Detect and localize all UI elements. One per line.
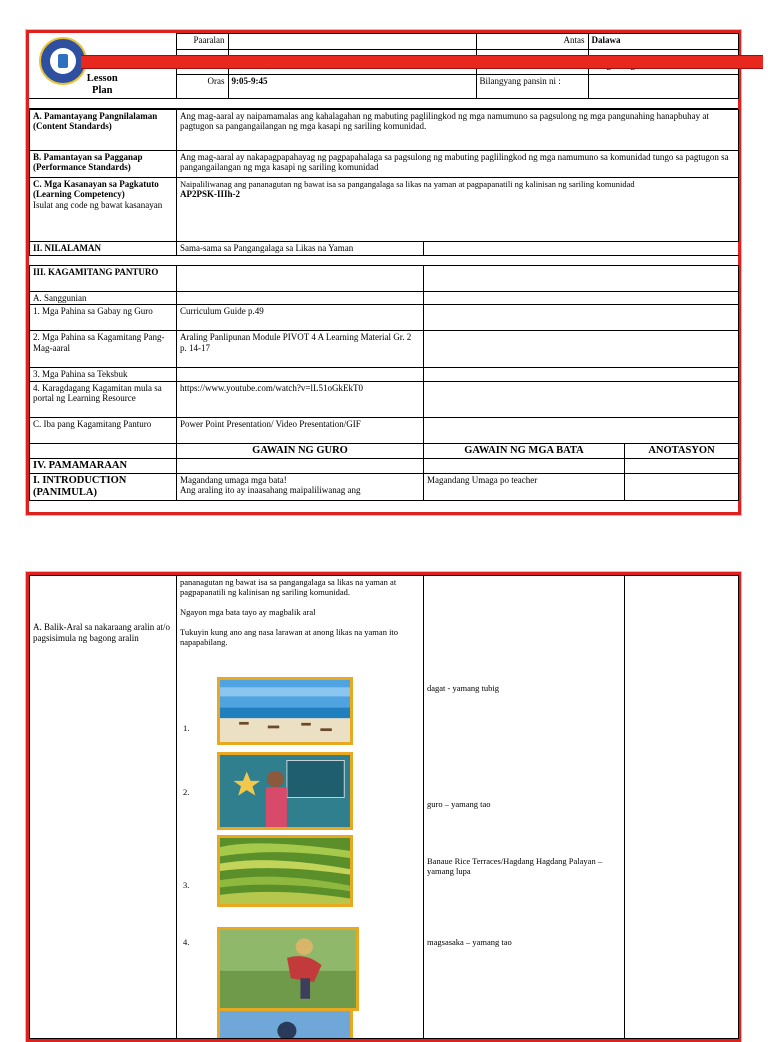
pamamaraan-label: IV. PAMAMARAAN [30,458,177,473]
balik-aral-cell [30,576,177,1039]
introduction-guro: Magandang umaga mga bata! Ang araling ito ay inaasahang maipaliliwanag ang [177,473,424,500]
competency-code: AP2PSK-IIIh-2 [180,189,241,199]
kagamitan-row-3-value [177,368,424,382]
item-3-number: 3. [183,880,190,890]
paaralan-value [228,34,476,50]
lesson-plan-page-1 [26,30,741,515]
item-2-number: 2. [183,787,190,797]
oras-label: Oras [176,75,228,98]
kagamitan-row-2-label: 2. Mga Pahina sa Kagamitang Pang- Mag-aaral [30,331,177,368]
item-4-number: 4. [183,937,190,947]
header-red-banner [81,55,763,69]
introduction-bata: Magandang Umaga po teacher [424,473,625,500]
balik-aral-label: A. Balik-Aral sa nakaraang aralin at/o pagsisimula ng bagong aralin [33,622,170,643]
competency-label: C. Mga Kasanayan sa Pagkatuto (Learning Competency) [33,178,159,199]
competency-text-cell [177,177,739,241]
procedure-table [29,575,739,1039]
content-standards-text: Ang mag-aaral ay naipamamalas ang kahalagahan ng mabuting paglilingkod ng mga namumuno sa pagsulong ng mga pangunahing hanapbuhay at pagtugon sa pangangailangan ng mga kasapi ng sariling komunidad. [177,109,739,150]
kagamitan-row-4-value: https://www.youtube.com/watch?v=lL51oGkEkT0 [177,381,424,417]
item-1-number: 1. [183,723,190,733]
competency-note: Isulat ang code ng bawat kasanayan [33,199,163,210]
teacher-picture [217,752,353,830]
column-header-anotasyon: ANOTASYON [625,443,739,458]
header-table [29,33,739,109]
item-4-answer: magsasaka – yamang tao [427,937,512,947]
competency-cell [30,177,177,241]
column-header-bata: GAWAIN NG MGA BATA [424,443,625,458]
item-3-answer: Banaue Rice Terraces/Hagdang Hagdang Palayan – yamang lupa [427,856,603,876]
nilalaman-label: II. NILALAMAN [30,241,177,255]
bilang-label: Bilangyang pansin ni : [476,75,588,98]
oras-value: 9:05-9:45 [228,75,476,98]
bilang-value [588,75,738,98]
item-1-answer: dagat - yamang tubig [427,683,499,693]
performance-standards-label: B. Pamantayan sa Pagganap (Performance Standards) [30,150,177,177]
rice-terraces-picture [217,835,353,907]
kagamitan-row-3-label: 3. Mga Pahina sa Teksbuk [30,368,177,382]
kagamitan-row-2-value: Araling Panlipunan Module PIVOT 4 A Learning Material Gr. 2 p. 14-17 [177,331,424,368]
antas-label: Antas [476,34,588,50]
item-2-answer: guro – yamang tao [427,799,491,809]
paaralan-label: Paaralan [176,34,228,50]
beach-picture [217,677,353,745]
kagamitan-row-1-value: Curriculum Guide p.49 [177,305,424,331]
objectives-table [29,109,739,501]
content-standards-label: A. Pamantayang Pangnilalaman (Content Standards) [30,109,177,150]
plan-title-line3: Plan [92,84,113,96]
sanggunian-label: A. Sanggunian [30,291,177,305]
kagamitan-row-1-label: 1. Mga Pahina sa Gabay ng Guro [30,305,177,331]
competency-text: Naipaliliwanag ang pananagutan ng bawat isa sa pangangalaga sa likas na yaman at pagpapanatili ng kalinisan ng sariling komunidad [180,178,635,189]
lesson-plan-page-2 [26,572,741,1042]
kagamitan-row-5-label: C. Iba pang Kagamitang Panturo [30,417,177,443]
anotasyon-cell [625,576,739,1039]
kagamitan-row-4-label: 4. Karagdagang Kagamitan mula sa portal ng Learning Resource [30,381,177,417]
deped-seal-logo [39,37,87,85]
introduction-label: I. INTRODUCTION (PANIMULA) [30,473,177,500]
antas-value: Dalawa [588,34,738,50]
instruction-1: Ngayon mga bata tayo ay magbalik aral [180,607,316,617]
farmer-picture [217,927,359,1011]
nilalaman-value: Sama-sama sa Pangangalaga sa Likas na Yaman [177,241,424,255]
kagamitan-row-5-value: Power Point Presentation/ Video Presentation/GIF [177,417,424,443]
plan-title-line2: Lesson [86,72,118,84]
instruction-2: Tukuyin kung ano ang nasa larawan at anong likas na yaman ito napapabilang. [180,627,399,647]
performance-standards-text: Ang mag-aaral ay nakapagpapahayag ng pagpapahalaga sa pagsulong ng mabuting paglilingkod ng mga namumuno sa komunidad tungo sa pagtugon sa pangangailangan ng mga kasapi ng sariling komunidad [177,150,739,177]
column-header-guro: GAWAIN NG GURO [177,443,424,458]
kagamitan-label: III. KAGAMITANG PANTURO [30,265,177,291]
continuation-text: pananagutan ng bawat isa sa pangangalaga sa likas na yaman at pagpapanatili ng kalinisan ng sariling komunidad. [180,577,397,597]
partial-picture [217,1008,353,1038]
